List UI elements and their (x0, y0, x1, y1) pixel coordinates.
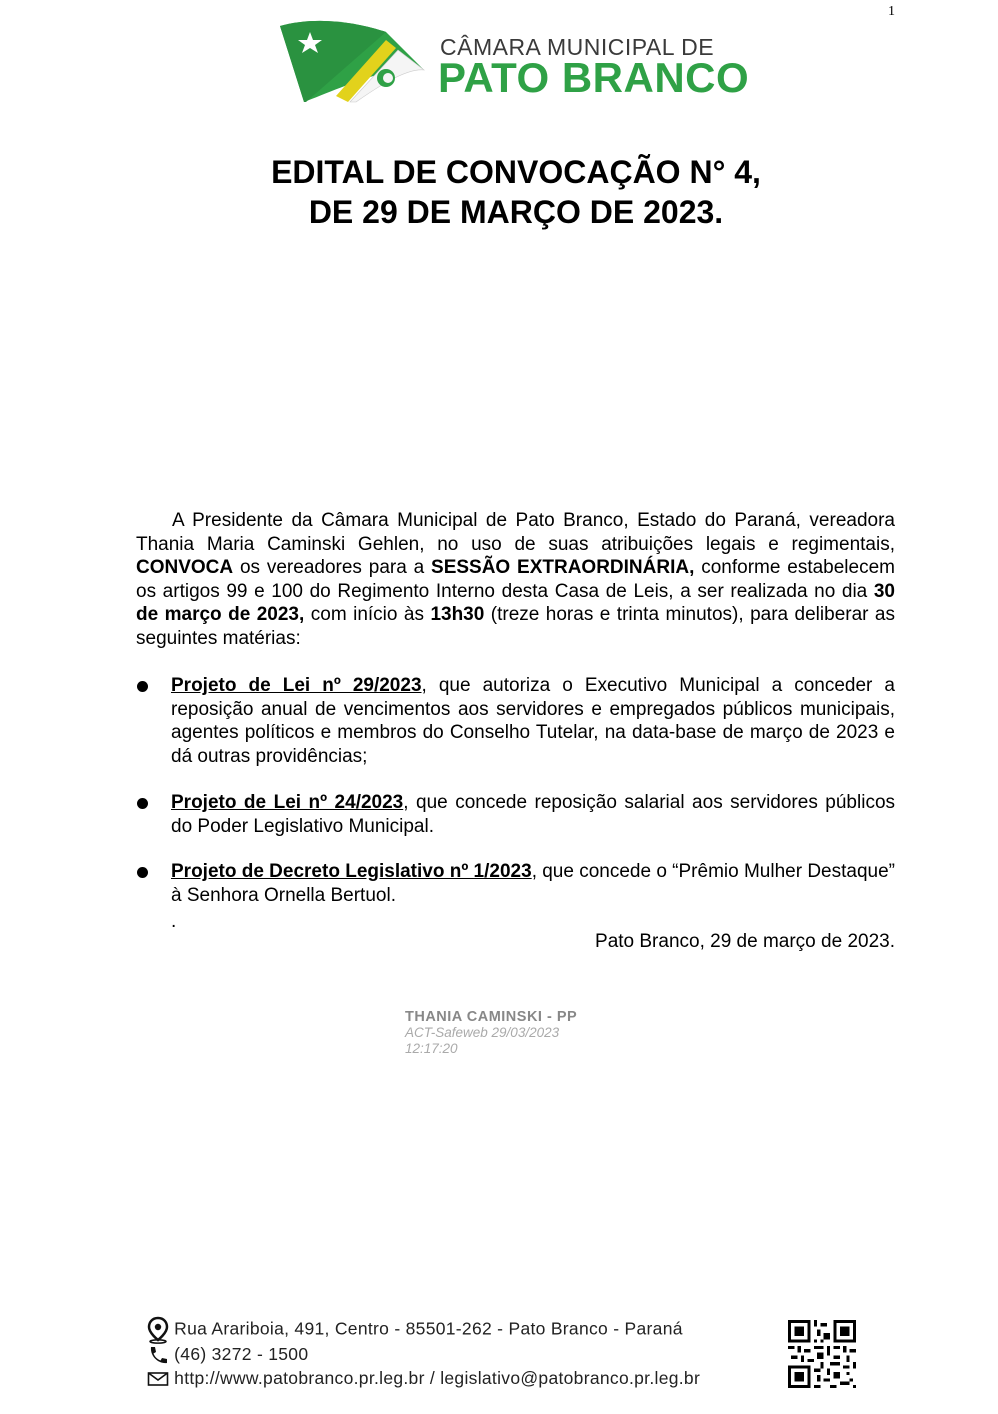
footer-web (147, 1368, 700, 1389)
date-line: Pato Branco, 29 de março de 2023. (595, 931, 895, 952)
item-text: , que concede reposição salarial aos servidores públicos do Poder Legislativo Municipal. (171, 792, 896, 837)
map-pin-icon (147, 1316, 169, 1344)
flag-logo-icon (276, 18, 426, 104)
bullet-icon (137, 798, 148, 809)
signature-time: 12:17:20 (405, 1041, 458, 1056)
phone-text: (46) 3272 - 1500 (174, 1344, 309, 1364)
list-item (171, 674, 895, 768)
list-item (171, 791, 895, 838)
signature-cert: ACT-Safeweb 29/03/2023 (405, 1025, 560, 1040)
intro-text-2: os vereadores para a (233, 557, 432, 578)
address-text: Rua Arariboia, 491, Centro - 85501-262 - Pato Branco - Paraná (174, 1318, 683, 1339)
footer-phone (147, 1344, 308, 1365)
item-text: , que concede o “Prêmio Mulher Destaque” à Senhora Ornella Bertuol. (171, 861, 895, 906)
item-title: Projeto de Lei nº 29/2023 (171, 675, 422, 696)
logo-text-main: PATO BRANCO (438, 54, 750, 101)
list-item (171, 860, 895, 907)
page-number: 1 (888, 4, 895, 19)
item-title: Projeto de Lei nº 24/2023 (171, 792, 404, 813)
intro-bold-time: 13h30 (430, 604, 485, 625)
intro-text-4: com início às (304, 604, 431, 625)
document-title-line2: DE 29 DE MARÇO DE 2023. (308, 194, 724, 230)
footer-address (147, 1316, 683, 1344)
bullet-icon (137, 867, 148, 878)
web-email-text: http://www.patobranco.pr.leg.br / legislativo@patobranco.pr.leg.br (174, 1368, 701, 1388)
document-title-line1: EDITAL DE CONVOCAÇÃO N° 4, (271, 154, 761, 190)
envelope-icon (147, 1371, 169, 1387)
intro-text-5: (treze horas e trinta minutos), para deliberar as seguintes matérias: (136, 604, 896, 649)
item-text: , que autoriza o Executivo Municipal a conceder a reposição anual de vencimentos aos servidores e empregados públicos municipais, agentes políticos e membros do Conselho Tutelar, na data-base de março de 2023 e dá outras providências; (171, 675, 895, 767)
phone-icon (147, 1345, 169, 1365)
intro-bold-date: 30 de março de 2023, (136, 580, 895, 625)
item-title: Projeto de Decreto Legislativo nº 1/2023 (171, 861, 532, 882)
qr-code-icon (788, 1320, 856, 1388)
intro-text-1: A Presidente da Câmara Municipal de Pato Branco, Estado do Paraná, vereadora Thania Maria Caminski Gehlen, no uso de suas atribuições legais e regimentais, (136, 510, 895, 555)
logo-text-top: CÂMARA MUNICIPAL DE (440, 34, 715, 60)
intro-paragraph (136, 509, 895, 650)
dot-separator: . (171, 911, 177, 932)
intro-bold-convoca: CONVOCA (136, 557, 234, 578)
digital-signature (405, 1009, 665, 1057)
intro-bold-session: SESSÃO EXTRAORDINÁRIA, (431, 557, 695, 578)
bullet-icon (137, 681, 148, 692)
header-logo (276, 18, 750, 108)
signature-name: THANIA CAMINSKI - PP (405, 1009, 578, 1025)
intro-text-3: conforme estabelecem os artigos 99 e 100 do Regimento Interno desta Casa de Leis, a ser realizada no dia (136, 557, 895, 602)
